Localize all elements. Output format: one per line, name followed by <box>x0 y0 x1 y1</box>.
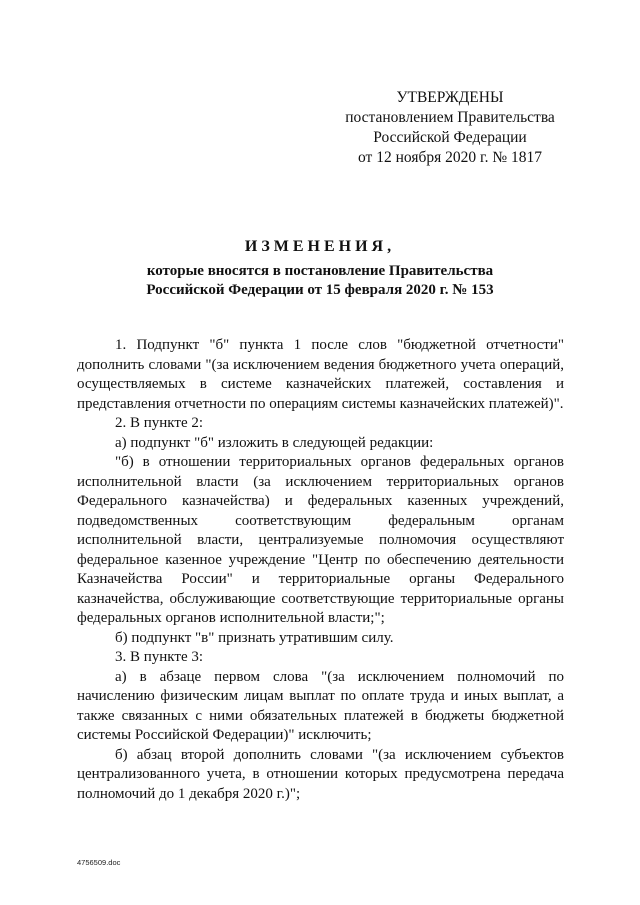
subtitle-line-1: которые вносятся в постановление Правительства <box>146 263 494 279</box>
paragraph-item-2b: б) подпункт "в" признать утратившим силу. <box>115 629 394 646</box>
document-title: ИЗМЕНЕНИЯ, <box>244 238 396 255</box>
paragraph-item-3: 3. В пункте 3: <box>115 649 204 665</box>
document-subtitle <box>0 262 640 300</box>
approval-line-federation: Российской Федерации <box>373 129 527 146</box>
approval-block <box>330 88 570 168</box>
approval-line-date: от 12 ноября 2020 г. № 1817 <box>358 149 542 166</box>
paragraph-item-2a: а) подпункт "б" изложить в следующей редакции: <box>115 434 434 451</box>
document-body <box>77 336 564 804</box>
approval-heading: УТВЕРЖДЕНЫ <box>396 89 504 106</box>
paragraph-quoted-text: "б) в отношении территориальных органов федеральных органов исполнительной власти (за исключением территориальных органов Федерального казначейства) и федеральных казенных учреждений, подведомственных соответствующим федеральным органам исполнительной власти, централизуемые полномочия осуществляют федеральное казенное учреждение "Центр по обеспечению деятельности Казначейства России" и территориальные органы Федерального казначейства, обслуживающие соответствующие территориальные органы федеральных органов исполнительной власти;"; <box>77 454 564 626</box>
paragraph-item-1: 1. Подпункт "б" пункта 1 после слов "бюджетной отчетности" дополнить словами "(за исключением ведения бюджетного учета операций, осуществляемых в системе казначейских платежей, составления и представления отчетности по операциям системы казначейских платежей)". <box>77 337 564 412</box>
file-name-footer: 4756509.doc <box>77 858 121 867</box>
subtitle-line-2: Российской Федерации от 15 февраля 2020 г. № 153 <box>146 282 494 298</box>
paragraph-item-3a: а) в абзаце первом слова "(за исключением полномочий по начислению физическим лицам выплат по оплате труда и иных выплат, а также связанных с ними обязательных платежей в бюджеты бюджетной системы Российской Федерации)" исключить; <box>77 668 564 743</box>
approval-line-decree: постановлением Правительства <box>345 109 555 126</box>
paragraph-item-2: 2. В пункте 2: <box>115 415 204 431</box>
paragraph-item-3b: б) абзац второй дополнить словами "(за исключением субъектов централизованного учета, в отношении которых предусмотрена передача полномочий до 1 декабря 2020 г.)"; <box>77 746 564 802</box>
